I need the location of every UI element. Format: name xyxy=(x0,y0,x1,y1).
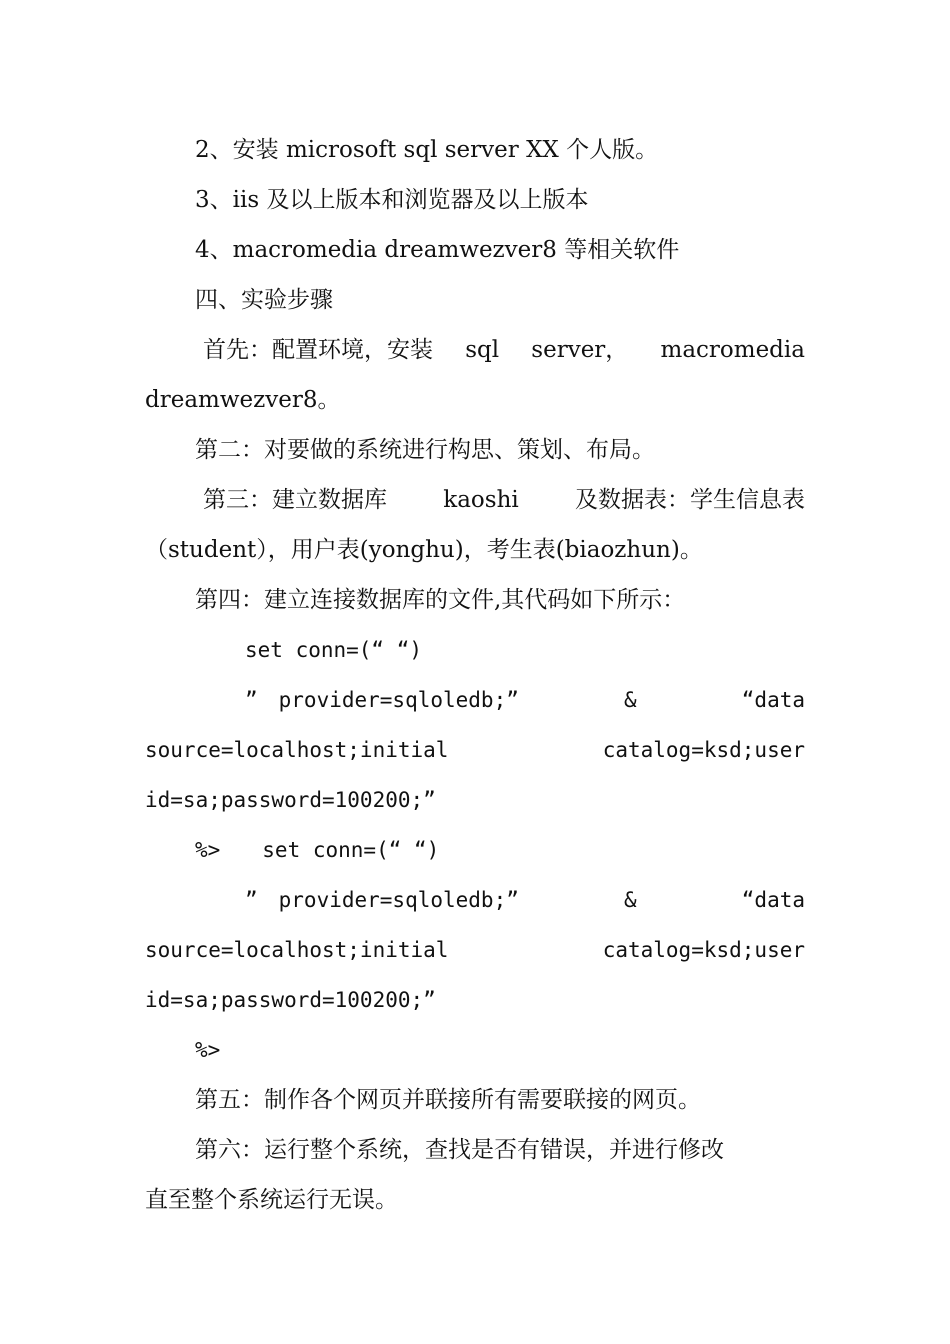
code-line-credentials: id=sa;password=100200;” xyxy=(145,788,436,812)
step-third-text: 第三：建立数据库 xyxy=(203,487,387,513)
step-sixth-line-1: 第六：运行整个系统，查找是否有错误，并进行修改 xyxy=(195,1137,724,1163)
step-third-dbname: kaoshi xyxy=(443,487,519,513)
code-data-text: “data xyxy=(741,688,805,712)
section-heading: 四、实验步骤 xyxy=(195,287,333,313)
step-first-text: 首先：配置环境，安装 xyxy=(203,337,433,363)
code-line-credentials-2: id=sa;password=100200;” xyxy=(145,988,436,1012)
requirement-item-2: 2、安装 microsoft sql server XX 个人版。 xyxy=(195,137,659,163)
code-line-set-conn-2: %> set conn=(“ “) xyxy=(195,838,440,862)
step-fourth: 第四：建立连接数据库的文件,其代码如下所示： xyxy=(195,587,686,613)
step-second: 第二：对要做的系统进行构思、策划、布局。 xyxy=(195,437,655,463)
step-first-server: server， xyxy=(531,337,629,363)
code-catalog-text: catalog=ksd;user xyxy=(602,738,805,762)
code-ampersand: & xyxy=(624,888,637,912)
code-data-text: “data xyxy=(741,888,805,912)
code-catalog-text: catalog=ksd;user xyxy=(602,938,805,962)
code-source-text: source=localhost;initial xyxy=(145,938,449,962)
code-source-text: source=localhost;initial xyxy=(145,738,449,762)
step-fifth: 第五：制作各个网页并联接所有需要联接的网页。 xyxy=(195,1087,701,1113)
step-first-line-1 xyxy=(145,335,805,365)
requirement-item-3: 3、iis 及以上版本和浏览器及以上版本 xyxy=(195,187,589,213)
code-line-source-2 xyxy=(145,935,805,965)
code-line-source xyxy=(145,735,805,765)
code-line-provider xyxy=(145,685,805,715)
code-line-close-tag: %> xyxy=(195,1038,221,1062)
step-first-macromedia: macromedia xyxy=(660,337,805,363)
code-ampersand: & xyxy=(624,688,637,712)
step-sixth-line-2: 直至整个系统运行无误。 xyxy=(145,1187,398,1213)
code-line-provider-2 xyxy=(145,885,805,915)
requirement-item-4: 4、macromedia dreamwezver8 等相关软件 xyxy=(195,237,680,263)
step-first-sql: sql xyxy=(465,337,500,363)
step-third-tables: 及数据表：学生信息表 xyxy=(575,487,805,513)
step-third-line-1 xyxy=(145,485,805,515)
code-provider-text: ” provider=sqloledb;” xyxy=(245,688,519,712)
step-third-line-2: （student），用户表(yonghu)，考生表(biaozhun)。 xyxy=(145,537,703,563)
step-first-line-2: dreamwezver8。 xyxy=(145,387,341,413)
code-line-set-conn: set conn=(“ “) xyxy=(245,638,423,662)
code-provider-text: ” provider=sqloledb;” xyxy=(245,888,519,912)
